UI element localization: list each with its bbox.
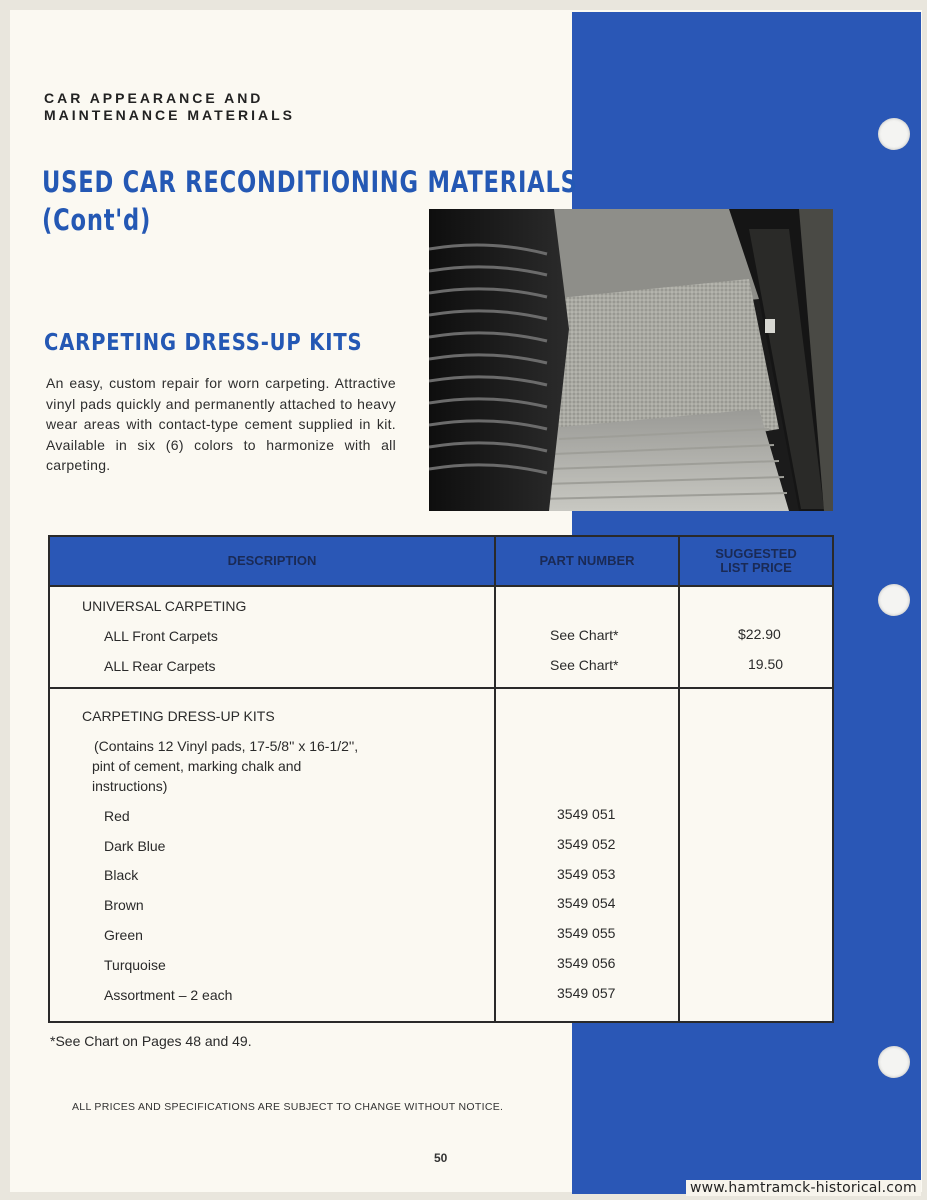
table-row-part-number: 3549 052 xyxy=(557,836,616,852)
section-divider xyxy=(50,687,832,689)
carpet-photo-illustration xyxy=(429,209,833,511)
kit-contents-note: instructions) xyxy=(92,778,168,794)
kit-contents-note: pint of cement, marking chalk and xyxy=(92,758,302,774)
table-row-description: Green xyxy=(104,927,143,943)
table-row-part-number: 3549 051 xyxy=(557,806,616,822)
table-row-part-number: See Chart* xyxy=(550,627,619,643)
table-row-description: Black xyxy=(104,867,139,883)
table-row-part-number: See Chart* xyxy=(550,657,619,673)
section-heading-dress-up-kits: CARPETING DRESS-UP KITS xyxy=(82,708,275,724)
section-heading: CAR APPEARANCE AND MAINTENANCE MATERIALS xyxy=(44,90,295,123)
binder-hole-top xyxy=(878,118,910,150)
page-number: 50 xyxy=(434,1151,448,1165)
table-row-price: 19.50 xyxy=(748,656,784,672)
binder-hole-middle xyxy=(878,584,910,616)
column-header-part-number: PART NUMBER xyxy=(539,553,635,568)
table-row-part-number: 3549 054 xyxy=(557,895,616,911)
product-description: An easy, custom repair for worn carpeting. Attractive vinyl pads quickly and permanently attached to heavy wear areas with contact-type cement supplied in kit. Available in six (6) colors to harmonize with all carpeting. xyxy=(46,375,396,473)
table-row-description: Dark Blue xyxy=(104,838,166,854)
table-row-description: Red xyxy=(104,808,130,824)
carpet-kit-photo xyxy=(429,209,833,511)
price-disclaimer: ALL PRICES AND SPECIFICATIONS ARE SUBJECT TO CHANGE WITHOUT NOTICE. xyxy=(72,1101,504,1113)
column-header-description: DESCRIPTION xyxy=(227,553,317,568)
product-subtitle: CARPETING DRESS-UP KITS xyxy=(44,330,363,356)
table-row-part-number: 3549 053 xyxy=(557,866,616,882)
table-row-part-number: 3549 055 xyxy=(557,925,616,941)
footnote: *See Chart on Pages 48 and 49. xyxy=(50,1033,252,1049)
table-row-description: Assortment – 2 each xyxy=(104,987,233,1003)
table-row-part-number: 3549 057 xyxy=(557,985,616,1001)
column-divider-2 xyxy=(678,537,680,1021)
table-row-description: Brown xyxy=(104,897,144,913)
parts-table xyxy=(48,535,834,1023)
table-row-description: ALL Front Carpets xyxy=(104,628,218,644)
table-row-price: $22.90 xyxy=(738,626,781,642)
kit-contents-note: (Contains 12 Vinyl pads, 17-5/8'' x 16-1/2'', xyxy=(94,738,359,754)
section-heading-universal: UNIVERSAL CARPETING xyxy=(82,598,247,614)
column-header-list-price: SUGGESTED LIST PRICE xyxy=(715,546,797,575)
page-title: USED CAR RECONDITIONING MATERIALS (Cont'd) xyxy=(42,165,578,237)
table-row-description: ALL Rear Carpets xyxy=(104,658,216,674)
table-row-description: Turquoise xyxy=(104,957,166,973)
table-row-part-number: 3549 056 xyxy=(557,955,616,971)
binder-hole-bottom xyxy=(878,1046,910,1078)
column-divider-1 xyxy=(494,537,496,1021)
table-header xyxy=(50,537,832,587)
source-watermark: www.hamtramck-historical.com xyxy=(686,1180,921,1196)
